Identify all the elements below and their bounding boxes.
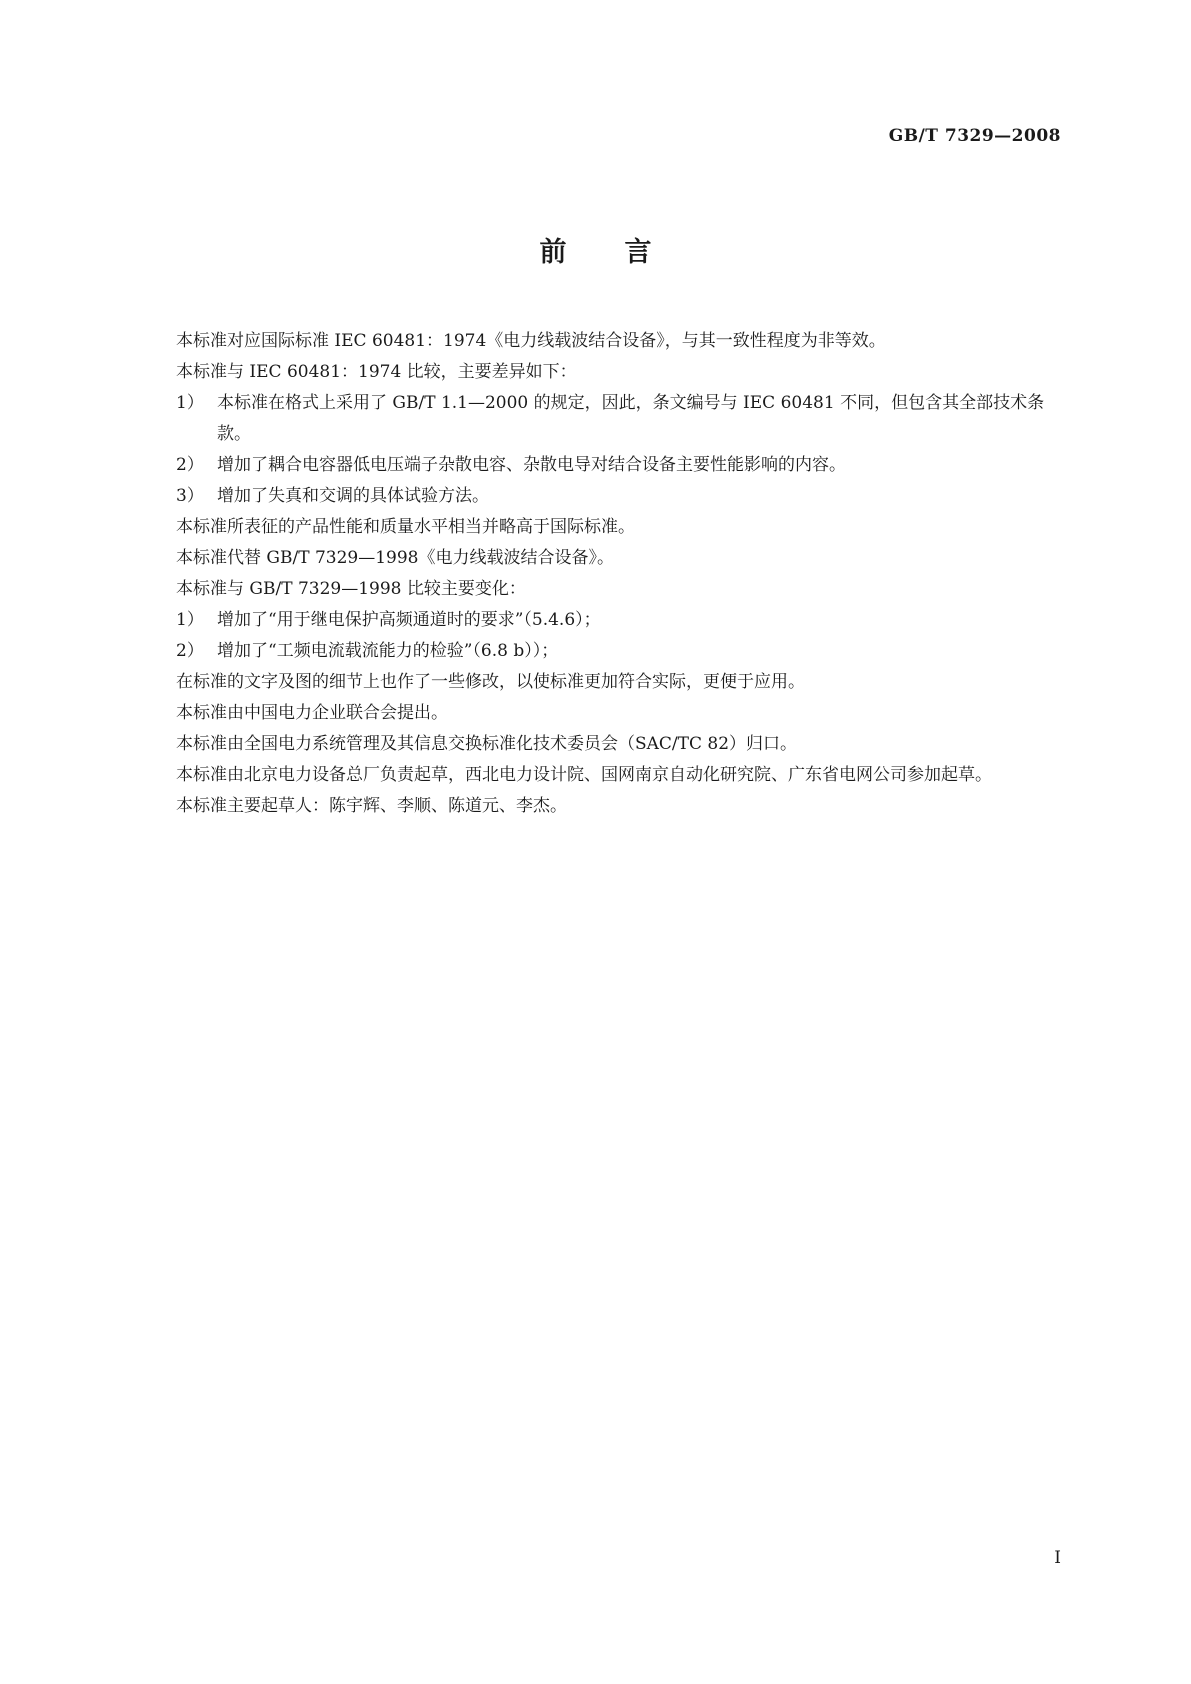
list-item-number: 1）	[176, 393, 204, 413]
paragraph: 本标准对应国际标准 IEC 60481：1974《电力线载波结合设备》，与其一致性程度为非等效。	[176, 331, 886, 351]
list-item-text: 增加了耦合电容器低电压端子杂散电容、杂散电导对结合设备主要性能影响的内容。	[217, 455, 846, 475]
paragraph: 本标准所表征的产品性能和质量水平相当并略高于国际标准。	[176, 517, 635, 537]
standard-number: GB/T 7329—2008	[888, 126, 1061, 146]
paragraph: 本标准与 GB/T 7329—1998 比较主要变化：	[176, 579, 526, 599]
list-item-number: 2）	[176, 455, 204, 475]
list-item-number: 1）	[176, 610, 204, 630]
list-item-text: 增加了“工频电流载流能力的检验”（6.8 b））；	[217, 641, 559, 661]
paragraph: 本标准由全国电力系统管理及其信息交换标准化技术委员会（SAC/TC 82）归口。	[176, 734, 798, 754]
paragraph: 本标准与 IEC 60481：1974 比较，主要差异如下：	[176, 362, 577, 382]
list-item-number: 2）	[176, 641, 204, 661]
list-item-number: 3）	[176, 486, 204, 506]
list-item	[135, 450, 1060, 481]
paragraph: 本标准代替 GB/T 7329—1998《电力线载波结合设备》。	[176, 548, 614, 568]
page-title: 前言	[539, 237, 710, 268]
list-item-text: 增加了“用于继电保护高频通道时的要求”（5.4.6）；	[217, 610, 601, 630]
document-body	[135, 326, 1060, 822]
page-number: I	[1054, 1548, 1061, 1568]
list-item	[135, 605, 1060, 636]
list-item	[135, 388, 1060, 450]
paragraph: 本标准主要起草人：陈宇辉、李顺、陈道元、李杰。	[176, 796, 567, 816]
paragraph: 本标准由中国电力企业联合会提出。	[176, 703, 448, 723]
list-item	[135, 481, 1060, 512]
paragraph: 本标准由北京电力设备总厂负责起草，西北电力设计院、国网南京自动化研究院、广东省电网公司参加起草。	[176, 765, 992, 785]
list-item-text: 本标准在格式上采用了 GB/T 1.1—2000 的规定，因此，条文编号与 IEC 60481 不同，但包含其全部技术条款。	[217, 393, 1045, 444]
list-item-text: 增加了失真和交调的具体试验方法。	[217, 486, 489, 506]
paragraph: 在标准的文字及图的细节上也作了一些修改，以使标准更加符合实际，更便于应用。	[176, 672, 805, 692]
list-item	[135, 636, 1060, 667]
